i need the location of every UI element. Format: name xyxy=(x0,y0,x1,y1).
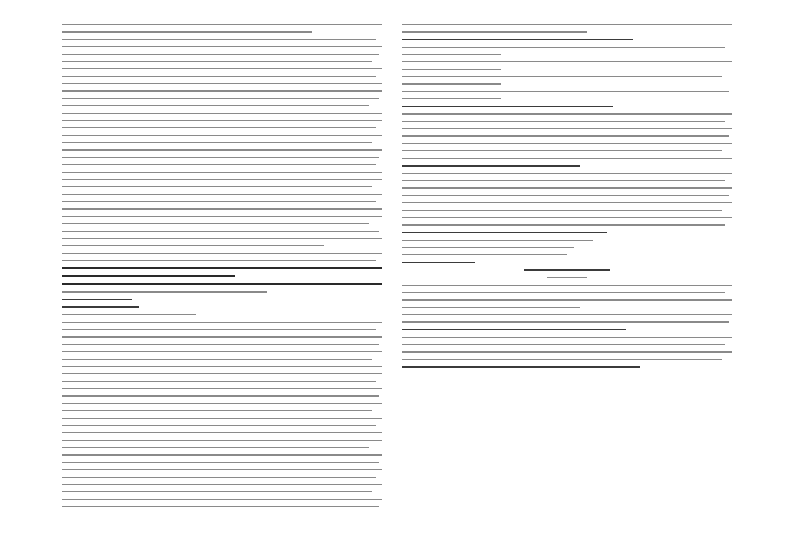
right-column-lines xyxy=(402,24,732,368)
left-column xyxy=(62,24,382,534)
left-column-lines xyxy=(62,24,382,507)
right-column xyxy=(402,24,732,534)
